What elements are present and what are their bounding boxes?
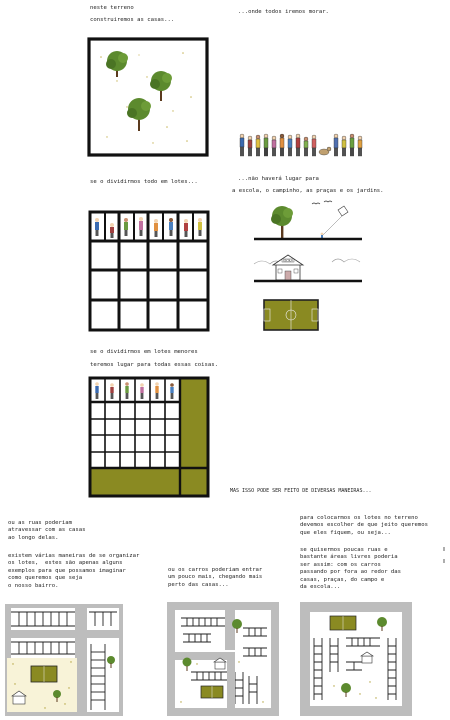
caption-no-space-1: ...não haverá lugar para xyxy=(238,176,319,182)
birds-icon xyxy=(312,201,332,204)
school-sign: ESCOLA xyxy=(283,259,293,263)
plan-streets-through xyxy=(5,604,123,716)
caption-all-lots: se o dividirmos todo em lotes... xyxy=(90,179,198,185)
people-icon xyxy=(236,132,366,160)
grid-smaller-lots xyxy=(88,376,210,498)
caption-terrain-1: neste terreno xyxy=(90,5,134,11)
caption-no-space-2: a escola, o campinho, as praças e os jardins. xyxy=(232,188,384,194)
plan-cars-outside xyxy=(300,602,412,716)
terrain-with-trees xyxy=(87,37,209,157)
caption-many-organizations: existem várias maneiras de se organizar os lotes, estes são apenas alguns exemplos para que possamos imaginar como queremos que seja o nosso bairro. xyxy=(8,553,140,589)
plan-cars-closer xyxy=(167,602,279,716)
caption-many-ways: MAS ISSO PODE SER FEITO DE DIVERSAS MANEIRAS... xyxy=(230,488,372,494)
page-edge-marks xyxy=(442,547,448,567)
caption-smaller-lots-2: teremos lugar para todas essas coisas. xyxy=(90,362,218,368)
caption-terrain-2: construiremos as casas... xyxy=(90,17,175,23)
soccer-field xyxy=(263,299,319,333)
caption-people: ...onde todos iremos morar. xyxy=(238,9,329,15)
caption-smaller-lots-1: se o dividirmos em lotes menores xyxy=(90,349,198,355)
grid-all-lots xyxy=(88,210,210,332)
caption-choose-layout: para colocarmos os lotes no terreno devemos escolher de que jeito queremos que eles fiquem, ou seja... xyxy=(300,515,428,536)
soccer-field-icon xyxy=(263,299,319,333)
tree-icon xyxy=(271,206,293,238)
square-with-tree xyxy=(252,198,364,244)
people-group xyxy=(236,132,366,160)
kite-icon xyxy=(321,206,348,238)
caption-streets-cross: ou as ruas poderiam atravessar com as casas ao longo delas. xyxy=(8,520,86,541)
school-icon xyxy=(252,250,364,286)
caption-few-streets: se quisermos poucas ruas e bastante áreas livres poderia ser assim: com os carros passando por fora ao redor das casas, praças, do campo e da escola... xyxy=(300,547,402,591)
caption-cars-enter: ou os carros poderiam entrar um pouco mais, chegando mais perto das casas... xyxy=(168,567,263,588)
school-scene xyxy=(252,250,364,286)
